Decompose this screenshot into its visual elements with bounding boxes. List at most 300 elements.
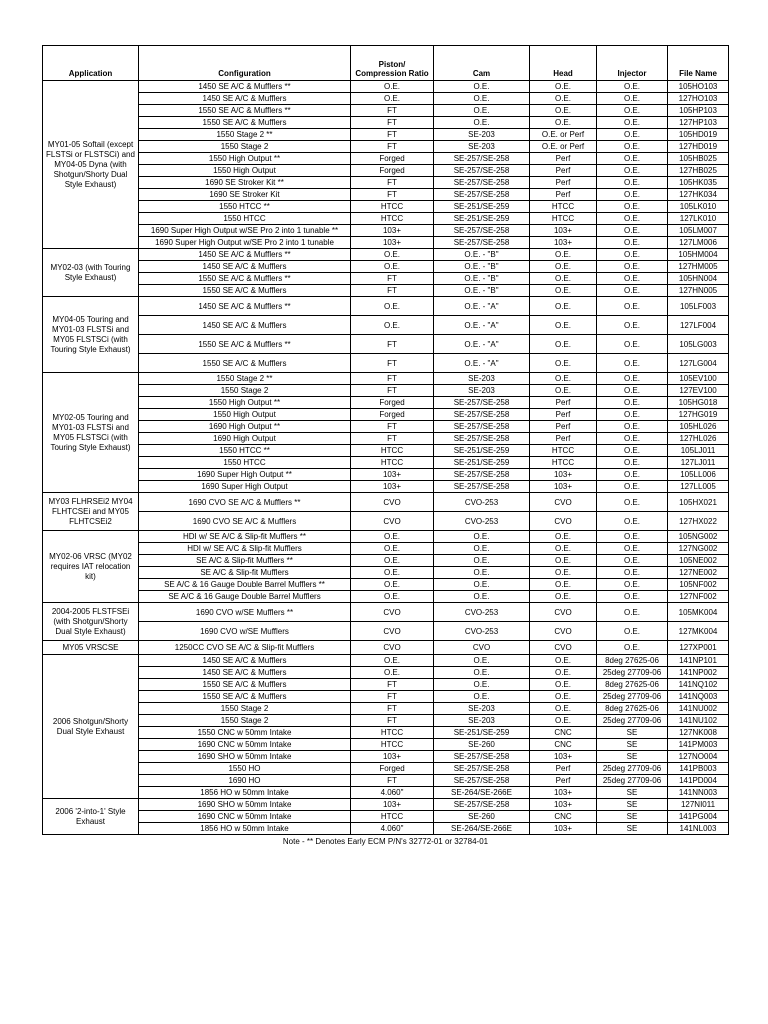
file-cell: 105HP103 [668, 105, 729, 117]
head-cell: O.E. [530, 567, 597, 579]
injector-cell: O.E. [597, 237, 668, 249]
config-cell: 1550 SE A/C & Mufflers [139, 679, 351, 691]
head-cell: CVO [530, 622, 597, 641]
file-cell: 127LL005 [668, 481, 729, 493]
table-body [43, 81, 729, 835]
piston-cell: FT [351, 433, 434, 445]
piston-cell: Forged [351, 397, 434, 409]
table-row [43, 715, 729, 727]
table-row [43, 543, 729, 555]
file-cell: 127HL026 [668, 433, 729, 445]
config-cell: 1690 CVO w/SE Mufflers [139, 622, 351, 641]
file-cell: 127LM006 [668, 237, 729, 249]
table-row [43, 603, 729, 622]
piston-cell: CVO [351, 512, 434, 531]
application-cell: MY02-06 VRSC (MY02 requires IAT relocation kit) [43, 531, 139, 603]
piston-cell: FT [351, 117, 434, 129]
config-cell: 1690 CVO w/SE Mufflers ** [139, 603, 351, 622]
table-row [43, 591, 729, 603]
table-row [43, 409, 729, 421]
table-row [43, 703, 729, 715]
piston-cell: HTCC [351, 457, 434, 469]
application-cell: 2006 '2-into-1' Style Exhaust [43, 799, 139, 835]
config-cell: 1450 SE A/C & Mufflers ** [139, 297, 351, 316]
config-cell: 1856 HO w 50mm Intake [139, 787, 351, 799]
table-row [43, 493, 729, 512]
injector-cell: O.E. [597, 385, 668, 397]
table-row [43, 655, 729, 667]
file-cell: 105HD019 [668, 129, 729, 141]
table-row [43, 177, 729, 189]
cam-cell: CVO-253 [434, 622, 530, 641]
cam-cell: O.E. - "B" [434, 285, 530, 297]
injector-cell: O.E. [597, 177, 668, 189]
cam-cell: SE-257/SE-258 [434, 763, 530, 775]
file-cell: 105NE002 [668, 555, 729, 567]
head-cell: CNC [530, 811, 597, 823]
piston-cell: HTCC [351, 213, 434, 225]
table-row [43, 739, 729, 751]
file-cell: 127HP103 [668, 117, 729, 129]
cam-cell: SE-257/SE-258 [434, 469, 530, 481]
table-row [43, 297, 729, 316]
config-cell: 1550 HTCC ** [139, 445, 351, 457]
head-cell: O.E. [530, 335, 597, 354]
injector-cell: O.E. [597, 201, 668, 213]
injector-cell: O.E. [597, 409, 668, 421]
config-cell: 1450 SE A/C & Mufflers [139, 93, 351, 105]
config-cell: 1550 Stage 2 [139, 385, 351, 397]
config-cell: 1550 SE A/C & Mufflers [139, 691, 351, 703]
head-cell: O.E. [530, 691, 597, 703]
file-cell: 127NK008 [668, 727, 729, 739]
application-cell: MY02-05 Touring and MY01-03 FLSTSi and MY05 FLSTSCi (with Touring Style Exhaust) [43, 373, 139, 493]
table-row [43, 261, 729, 273]
piston-cell: FT [351, 421, 434, 433]
injector-cell: O.E. [597, 457, 668, 469]
piston-cell: O.E. [351, 261, 434, 273]
piston-cell: 103+ [351, 799, 434, 811]
cam-cell: CVO-253 [434, 493, 530, 512]
file-cell: 141NQ102 [668, 679, 729, 691]
piston-cell: Forged [351, 165, 434, 177]
file-cell: 105HK035 [668, 177, 729, 189]
config-cell: 1550 SE A/C & Mufflers ** [139, 273, 351, 285]
cam-cell: SE-257/SE-258 [434, 481, 530, 493]
file-cell: 141NU102 [668, 715, 729, 727]
injector-cell: 25deg 27709-06 [597, 763, 668, 775]
injector-cell: SE [597, 823, 668, 835]
head-cell: 103+ [530, 823, 597, 835]
config-cell: 1550 SE A/C & Mufflers [139, 285, 351, 297]
head-cell: O.E. [530, 354, 597, 373]
table-row [43, 799, 729, 811]
file-cell: 127HG019 [668, 409, 729, 421]
config-cell: SE A/C & 16 Gauge Double Barrel Mufflers ** [139, 579, 351, 591]
config-cell: 1690 Super High Output w/SE Pro 2 into 1 tunable ** [139, 225, 351, 237]
head-cell: O.E. [530, 297, 597, 316]
cam-cell: O.E. [434, 667, 530, 679]
cam-cell: SE-257/SE-258 [434, 421, 530, 433]
file-cell: 141NL003 [668, 823, 729, 835]
piston-cell: FT [351, 335, 434, 354]
cam-cell: SE-264/SE-266E [434, 823, 530, 835]
piston-cell: 4.060" [351, 787, 434, 799]
application-cell: MY05 VRSCSE [43, 641, 139, 655]
head-cell: 103+ [530, 787, 597, 799]
injector-cell: O.E. [597, 641, 668, 655]
cam-cell: O.E. - "B" [434, 273, 530, 285]
injector-cell: O.E. [597, 285, 668, 297]
head-cell: 103+ [530, 225, 597, 237]
config-cell: 1550 SE A/C & Mufflers ** [139, 335, 351, 354]
head-cell: Perf [530, 189, 597, 201]
config-cell: 1450 SE A/C & Mufflers ** [139, 249, 351, 261]
file-cell: 127HN005 [668, 285, 729, 297]
config-cell: 1690 SHO w 50mm Intake [139, 799, 351, 811]
file-cell: 105HO103 [668, 81, 729, 93]
cam-cell: O.E. - "A" [434, 354, 530, 373]
cam-cell: SE-251/SE-259 [434, 213, 530, 225]
injector-cell: SE [597, 751, 668, 763]
application-cell: MY03 FLHRSEi2 MY04 FLHTCSEi and MY05 FLHTCSEi2 [43, 493, 139, 531]
head-cell: Perf [530, 165, 597, 177]
config-cell: SE A/C & Slip-fit Mufflers ** [139, 555, 351, 567]
config-cell: 1690 CVO SE A/C & Mufflers [139, 512, 351, 531]
config-cell: 1550 High Output ** [139, 397, 351, 409]
head-cell: O.E. or Perf [530, 141, 597, 153]
file-cell: 127LJ011 [668, 457, 729, 469]
head-cell: HTCC [530, 445, 597, 457]
head-cell: HTCC [530, 213, 597, 225]
table-row [43, 81, 729, 93]
piston-cell: O.E. [351, 316, 434, 335]
head-cell: O.E. [530, 285, 597, 297]
cam-cell: SE-203 [434, 703, 530, 715]
cam-cell: O.E. [434, 591, 530, 603]
table-row [43, 153, 729, 165]
config-cell: HDI w/ SE A/C & Slip-fit Mufflers [139, 543, 351, 555]
head-cell: O.E. [530, 591, 597, 603]
table-row [43, 433, 729, 445]
cam-cell: SE-257/SE-258 [434, 409, 530, 421]
cam-cell: SE-203 [434, 129, 530, 141]
head-cell: 103+ [530, 481, 597, 493]
file-cell: 141NP002 [668, 667, 729, 679]
injector-cell: O.E. [597, 591, 668, 603]
injector-cell: 8deg 27625-06 [597, 703, 668, 715]
table-row [43, 691, 729, 703]
cam-cell: SE-251/SE-259 [434, 727, 530, 739]
config-cell: 1690 SHO w 50mm Intake [139, 751, 351, 763]
injector-cell: O.E. [597, 373, 668, 385]
config-cell: 1856 HO w 50mm Intake [139, 823, 351, 835]
config-cell: 1550 Stage 2 [139, 703, 351, 715]
piston-cell: O.E. [351, 543, 434, 555]
cam-cell: CVO [434, 641, 530, 655]
head-cell: CVO [530, 493, 597, 512]
piston-cell: HTCC [351, 201, 434, 213]
table-row [43, 622, 729, 641]
piston-cell: O.E. [351, 567, 434, 579]
injector-cell: O.E. [597, 579, 668, 591]
table-row [43, 667, 729, 679]
head-cell: O.E. [530, 579, 597, 591]
table-row [43, 811, 729, 823]
piston-cell: Forged [351, 763, 434, 775]
file-cell: 127NF002 [668, 591, 729, 603]
table-row [43, 165, 729, 177]
cam-cell: O.E. [434, 655, 530, 667]
config-cell: 1550 Stage 2 [139, 715, 351, 727]
table-row [43, 141, 729, 153]
file-cell: 105LK010 [668, 201, 729, 213]
config-cell: 1450 SE A/C & Mufflers [139, 261, 351, 273]
cam-cell: SE-264/SE-266E [434, 787, 530, 799]
cam-cell: O.E. [434, 567, 530, 579]
file-cell: 127NE002 [668, 567, 729, 579]
piston-cell: FT [351, 105, 434, 117]
table-row [43, 445, 729, 457]
piston-cell: O.E. [351, 579, 434, 591]
piston-cell: FT [351, 691, 434, 703]
piston-cell: HTCC [351, 811, 434, 823]
piston-cell: FT [351, 715, 434, 727]
head-cell: O.E. [530, 385, 597, 397]
injector-cell: O.E. [597, 421, 668, 433]
table-row [43, 579, 729, 591]
config-cell: 1690 HO [139, 775, 351, 787]
file-cell: 105LG003 [668, 335, 729, 354]
injector-cell: O.E. [597, 603, 668, 622]
cam-cell: O.E. [434, 81, 530, 93]
file-cell: 105HX021 [668, 493, 729, 512]
file-cell: 105HG018 [668, 397, 729, 409]
piston-cell: O.E. [351, 591, 434, 603]
piston-cell: FT [351, 703, 434, 715]
cam-cell: SE-257/SE-258 [434, 433, 530, 445]
head-cell: O.E. [530, 373, 597, 385]
piston-cell: CVO [351, 622, 434, 641]
table-row [43, 787, 729, 799]
file-cell: 141PD004 [668, 775, 729, 787]
cam-cell: SE-257/SE-258 [434, 775, 530, 787]
config-cell: 1550 HTCC ** [139, 201, 351, 213]
head-cell: HTCC [530, 457, 597, 469]
file-cell: 105MK004 [668, 603, 729, 622]
config-cell: HDI w/ SE A/C & Slip-fit Mufflers ** [139, 531, 351, 543]
cam-cell: SE-260 [434, 739, 530, 751]
config-cell: 1690 Super High Output [139, 481, 351, 493]
cam-cell: SE-257/SE-258 [434, 165, 530, 177]
footnote: Note - ** Denotes Early ECM P/N's 32772-01 or 32784-01 [282, 836, 489, 846]
injector-cell: O.E. [597, 105, 668, 117]
head-cell: O.E. [530, 655, 597, 667]
piston-cell: CVO [351, 641, 434, 655]
config-cell: 1450 SE A/C & Mufflers [139, 316, 351, 335]
injector-cell: 25deg 27709-06 [597, 775, 668, 787]
head-cell: O.E. [530, 679, 597, 691]
config-cell: 1250CC CVO SE A/C & Slip-fit Mufflers [139, 641, 351, 655]
file-cell: 105HM004 [668, 249, 729, 261]
piston-cell: O.E. [351, 531, 434, 543]
config-cell: 1690 High Output ** [139, 421, 351, 433]
config-cell: 1550 HO [139, 763, 351, 775]
file-cell: 141PG004 [668, 811, 729, 823]
table-row [43, 421, 729, 433]
file-cell: 127LK010 [668, 213, 729, 225]
note-row [43, 835, 729, 848]
injector-cell: O.E. [597, 397, 668, 409]
header-head: Head [530, 46, 597, 81]
piston-cell: O.E. [351, 667, 434, 679]
piston-cell: FT [351, 373, 434, 385]
cam-cell: O.E. [434, 531, 530, 543]
header-file-name: File Name [668, 46, 729, 81]
piston-cell: 103+ [351, 469, 434, 481]
piston-cell: 103+ [351, 237, 434, 249]
head-cell: 103+ [530, 469, 597, 481]
table-row [43, 397, 729, 409]
config-cell: 1550 High Output [139, 409, 351, 421]
cam-cell: SE-257/SE-258 [434, 237, 530, 249]
file-cell: 141NP101 [668, 655, 729, 667]
cam-cell: SE-257/SE-258 [434, 189, 530, 201]
injector-cell: O.E. [597, 261, 668, 273]
injector-cell: O.E. [597, 316, 668, 335]
injector-cell: O.E. [597, 153, 668, 165]
piston-cell: HTCC [351, 445, 434, 457]
piston-cell: FT [351, 354, 434, 373]
cam-cell: SE-257/SE-258 [434, 225, 530, 237]
injector-cell: O.E. [597, 567, 668, 579]
piston-cell: 103+ [351, 751, 434, 763]
head-cell: O.E. [530, 249, 597, 261]
piston-cell: FT [351, 129, 434, 141]
piston-cell: Forged [351, 153, 434, 165]
cam-cell: CVO-253 [434, 512, 530, 531]
file-cell: 127HB025 [668, 165, 729, 177]
head-cell: Perf [530, 421, 597, 433]
piston-cell: O.E. [351, 655, 434, 667]
cam-cell: SE-257/SE-258 [434, 177, 530, 189]
piston-cell: O.E. [351, 249, 434, 261]
file-cell: 127NG002 [668, 543, 729, 555]
file-cell: 105HL026 [668, 421, 729, 433]
head-cell: Perf [530, 433, 597, 445]
injector-cell: O.E. [597, 273, 668, 285]
injector-cell: O.E. [597, 81, 668, 93]
header-row [43, 46, 729, 81]
config-cell: 1690 CNC w 50mm Intake [139, 739, 351, 751]
injector-cell: O.E. [597, 469, 668, 481]
cam-cell: O.E. [434, 555, 530, 567]
table-row [43, 751, 729, 763]
piston-cell: O.E. [351, 555, 434, 567]
cam-cell: O.E. [434, 691, 530, 703]
head-cell: O.E. [530, 543, 597, 555]
file-cell: 127HX022 [668, 512, 729, 531]
cam-cell: CVO-253 [434, 603, 530, 622]
file-cell: 141NU002 [668, 703, 729, 715]
table-row [43, 201, 729, 213]
cam-cell: O.E. [434, 543, 530, 555]
piston-cell: 4.060" [351, 823, 434, 835]
config-cell: 1550 Stage 2 ** [139, 129, 351, 141]
file-cell: 127LG004 [668, 354, 729, 373]
piston-cell: FT [351, 273, 434, 285]
table-row [43, 531, 729, 543]
table-row [43, 105, 729, 117]
injector-cell: O.E. [597, 445, 668, 457]
table-row [43, 679, 729, 691]
file-cell: 105LM007 [668, 225, 729, 237]
cam-cell: O.E. - "A" [434, 316, 530, 335]
injector-cell: 25deg 27709-06 [597, 691, 668, 703]
injector-cell: O.E. [597, 117, 668, 129]
cam-cell: O.E. [434, 579, 530, 591]
config-cell: 1550 CNC w 50mm Intake [139, 727, 351, 739]
injector-cell: O.E. [597, 213, 668, 225]
config-cell: 1550 High Output [139, 165, 351, 177]
injector-cell: O.E. [597, 622, 668, 641]
injector-cell: O.E. [597, 354, 668, 373]
cam-cell: SE-203 [434, 385, 530, 397]
table-row [43, 775, 729, 787]
head-cell: O.E. [530, 81, 597, 93]
file-cell: 105HN004 [668, 273, 729, 285]
calibration-table [42, 45, 729, 847]
file-cell: 141NN003 [668, 787, 729, 799]
cam-cell: SE-203 [434, 715, 530, 727]
head-cell: CNC [530, 739, 597, 751]
header-configuration: Configuration [139, 46, 351, 81]
injector-cell: O.E. [597, 512, 668, 531]
file-cell: 127HK034 [668, 189, 729, 201]
head-cell: Perf [530, 397, 597, 409]
cam-cell: SE-257/SE-258 [434, 799, 530, 811]
config-cell: 1550 SE A/C & Mufflers [139, 354, 351, 373]
cam-cell: SE-260 [434, 811, 530, 823]
table-row [43, 763, 729, 775]
file-cell: 105NF002 [668, 579, 729, 591]
cam-cell: SE-257/SE-258 [434, 153, 530, 165]
file-cell: 127HM005 [668, 261, 729, 273]
config-cell: 1550 Stage 2 ** [139, 373, 351, 385]
piston-cell: CVO [351, 493, 434, 512]
file-cell: 127NI011 [668, 799, 729, 811]
head-cell: 103+ [530, 751, 597, 763]
head-cell: O.E. [530, 316, 597, 335]
injector-cell: O.E. [597, 129, 668, 141]
cam-cell: SE-203 [434, 373, 530, 385]
file-cell: 127XP001 [668, 641, 729, 655]
piston-cell: FT [351, 679, 434, 691]
injector-cell: O.E. [597, 141, 668, 153]
file-cell: 127NO004 [668, 751, 729, 763]
config-cell: 1690 SE Stroker Kit [139, 189, 351, 201]
table-row [43, 469, 729, 481]
file-cell: 141NQ003 [668, 691, 729, 703]
config-cell: 1690 Super High Output ** [139, 469, 351, 481]
application-cell: 2006 Shotgun/Shorty Dual Style Exhaust [43, 655, 139, 799]
injector-cell: O.E. [597, 555, 668, 567]
injector-cell: SE [597, 727, 668, 739]
config-cell: 1550 High Output ** [139, 153, 351, 165]
table-row [43, 457, 729, 469]
file-cell: 127MK004 [668, 622, 729, 641]
table-row [43, 93, 729, 105]
